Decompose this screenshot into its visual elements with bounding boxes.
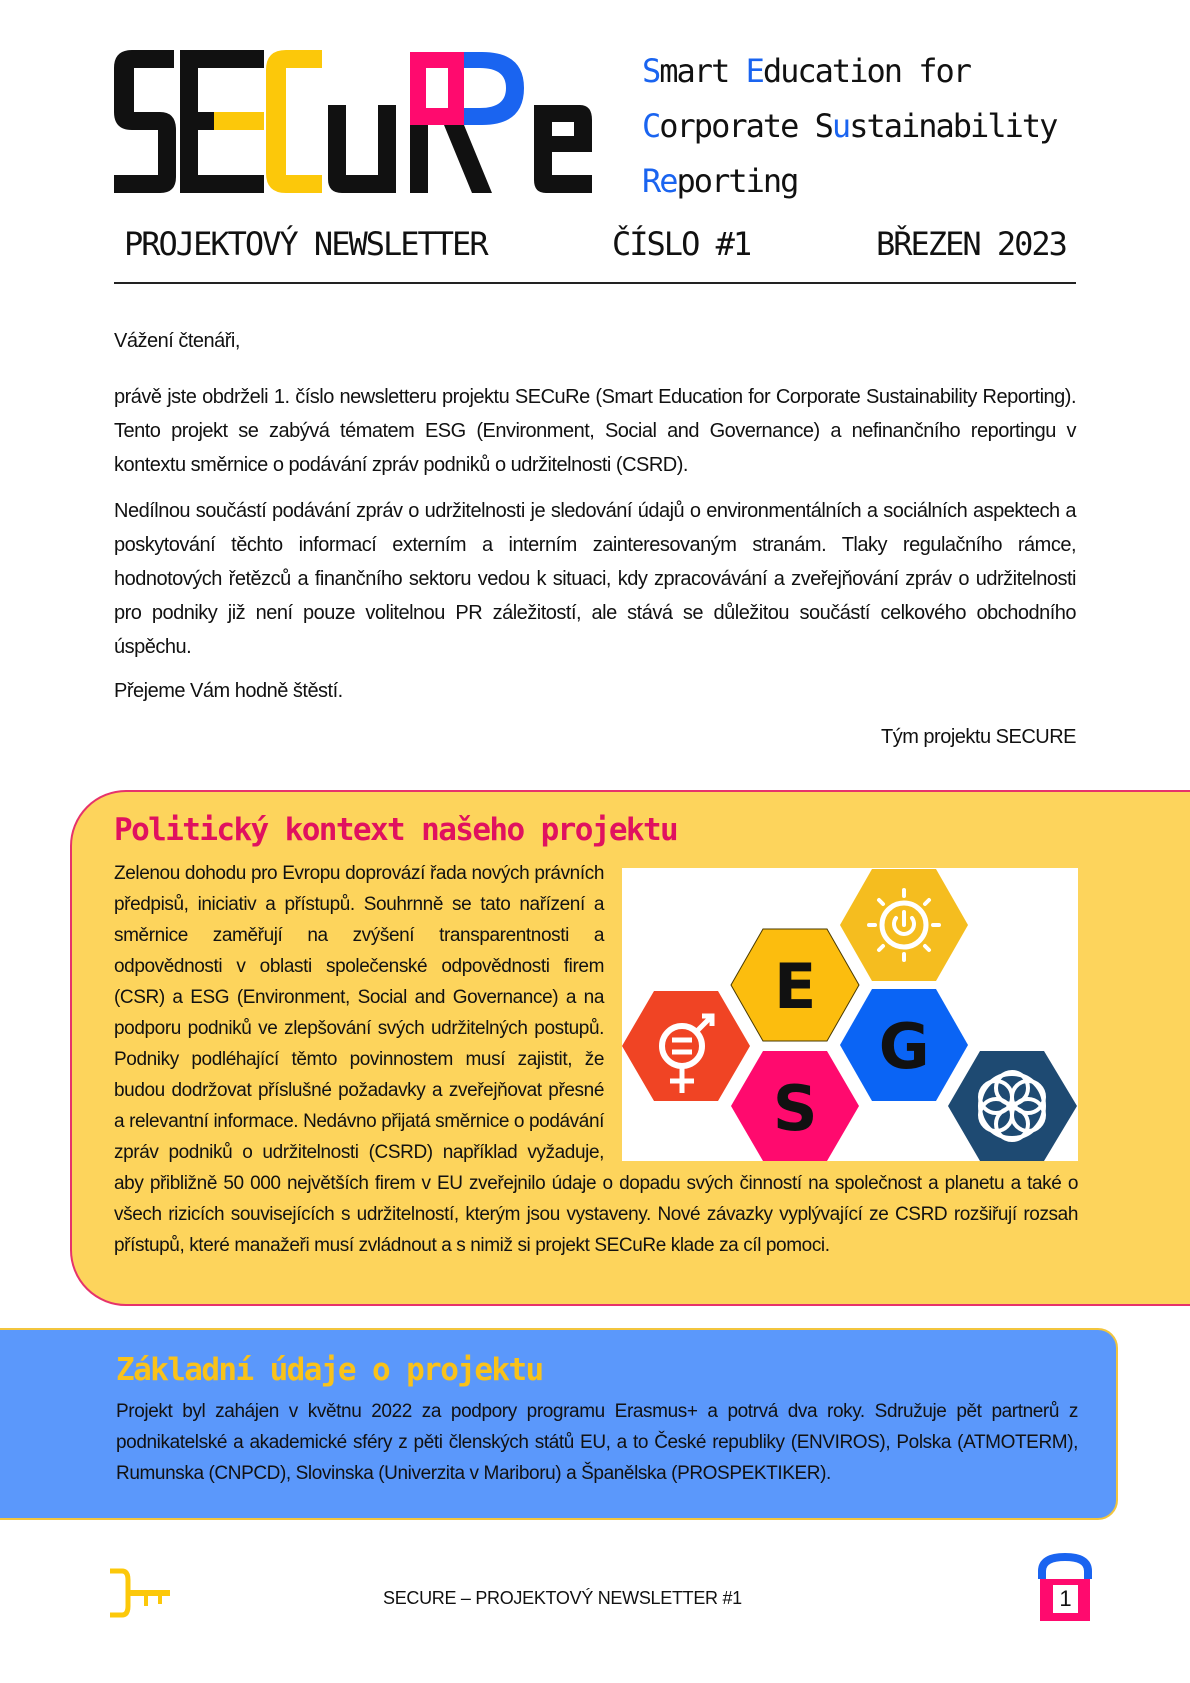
policy-paragraph: Zelenou dohodu pro Evropu doprovází řada nových právních předpisů, iniciativ a přístupů. Souhrnně se tato nařízení a směrnice zaměřují na zvýšení transparentnosti a odpovědnosti v oblasti společenské odpovědnosti firem (CSR) a ESG (Environment, Social and Governance) a na podporu podniků ve zlepšování svých udržitelných postupů. Podniky podléhající těmto povinnostem musí zajistit, že budou dodržovat příslušné požadavky a zveřejňovat přesné a relevantní informace. Nedávno přijatá směrnice o podávání zpráv podniků o udržitelnosti (CSRD) například vyžaduje, aby přibližně 50 000 největších firem v EU zveřejnilo údaje o dopadu svých činností na společnost a planetu a také o všech rizicích souvisejících s udržitelností, kterým jsou vystaveny. Nové závazky vyplývající ze CSRD rozšiřují rozsah přístupů, které manažeři musí zvládnout a s nimiž si projekt SECuRe klade za cíl pomoci. [114, 863, 1078, 1256]
flower-of-life-hexagon [948, 1051, 1077, 1161]
policy-context-section [70, 790, 1190, 1306]
intro-paragraph-2: Nedílnou součástí podávání zpráv o udržitelnosti je sledování údajů o environmentálních a sociálních aspektech a poskytování těchto informací externím a interním zainteresovaným stranám. Tlaky regulačního rámce, hodnotových řetězců a finančního sektoru vedou k situaci, kdy zpracovávání a zveřejňování zpráv o udržitelnosti pro podniky již není pouze volitelnou PR záležitostí, ale stává se důležitou součástí celkového obchodního úspěchu. [114, 500, 1087, 658]
tagline-line-3: Reporting [642, 162, 798, 200]
governance-hexagon [840, 989, 968, 1101]
environment-hexagon [731, 929, 859, 1041]
header-divider [114, 282, 1076, 284]
sun-power-hexagon [840, 869, 968, 981]
footer-text: SECURE – PROJEKTOVÝ NEWSLETTER #1 [383, 1588, 742, 1608]
key-icon [108, 1568, 172, 1618]
issue-number: ČÍSLO #1 [612, 225, 751, 263]
closing-wish: Přejeme Vám hodně štěstí. [114, 680, 343, 702]
issue-date: BŘEZEN 2023 [876, 225, 1066, 263]
intro-text [114, 380, 1087, 676]
social-hexagon [731, 1051, 859, 1161]
tagline-line-1: Smart Education for [642, 52, 971, 90]
intro-paragraph-1: právě jste obdrželi 1. číslo newsletteru projektu SECuRe (Smart Education for Corporate Sustainability Reporting). Tento projekt se zabývá tématem ESG (Environment, Social and Governance) a nefinančního reportingu v kontextu směrnice o podávání zpráv podniků o udržitelnosti (CSRD). [114, 386, 1076, 476]
esg-hexagon-image [622, 868, 1078, 1161]
letter-g: G [878, 1010, 930, 1083]
project-tagline [642, 44, 1056, 209]
project-basics-paragraph: Projekt byl zahájen v květnu 2022 za podpory programu Erasmus+ a potrvá dva roky. Sdružuje pět partnerů z podnikatelské a akademické sféry z pěti členských států EU, a to České republiky (ENVIROS), Polska (ATMOTERM), Rumunska (CNPCD), Slovinska (Univerzita v Mariboru) a Španělska (PROSPEKTIKER). [116, 1401, 1078, 1484]
section-title: Politický kontext našeho projektu [114, 812, 678, 848]
page-number: 1 [1053, 1585, 1078, 1613]
policy-text-block [114, 858, 1078, 1261]
secure-logo [114, 50, 594, 195]
letter-e: E [774, 950, 816, 1023]
project-basics-section [0, 1328, 1118, 1520]
letter-s: S [772, 1072, 818, 1145]
greeting: Vážení čtenáři, [114, 330, 240, 352]
tagline-line-2: Corporate Sustainability [642, 107, 1057, 145]
signature: Tým projektu SECURE [881, 726, 1076, 748]
section-title: Základní údaje o projektu [116, 1352, 543, 1388]
newsletter-label: PROJEKTOVÝ NEWSLETTER [124, 225, 487, 263]
gender-equality-hexagon [622, 991, 750, 1101]
